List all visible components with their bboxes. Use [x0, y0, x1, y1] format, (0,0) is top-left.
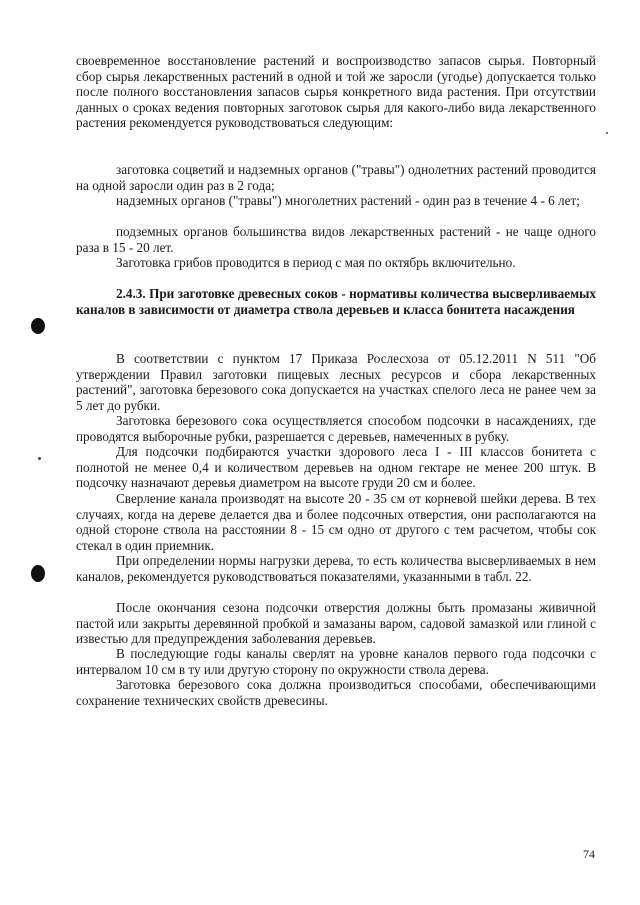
punch-hole-mark — [31, 318, 45, 334]
paragraph-underground-organs: подземных органов большинства видов лекарственных растений - не чаще одного раза в 15 - 20 лет. — [76, 224, 596, 255]
paragraph-site-selection: Для подсочки подбираются участки здорового леса I - III классов бонитета с полнотой не менее 0,4 и количеством деревьев на одном гектаре не менее 200 штук. В подсочку назначают деревья диаметром на высоте груди 20 см и более. — [76, 444, 596, 491]
paragraph-order-reference: В соответствии с пунктом 17 Приказа Рослесхоза от 05.12.2011 N 511 "Об утверждении Правил заготовки пищевых лесных ресурсов и сбора лекарственных растений", заготовка березового сока допускается на участках спелого леса не ранее чем за 5 лет до рубки. — [76, 351, 596, 413]
paragraph-preservation: Заготовка березового сока должна производиться способами, обеспечивающими сохранение технических свойств древесины. — [76, 677, 596, 708]
paragraph-annual-plants: заготовка соцветий и надземных органов ("травы") однолетних растений проводится на одной заросли один раз в 2 года; — [76, 162, 596, 193]
punch-hole-mark — [31, 565, 45, 582]
paragraph-perennial-plants: надземных органов ("травы") многолетних растений - один раз в течение 4 - 6 лет; — [116, 193, 580, 208]
scan-speck — [606, 132, 608, 134]
paragraph-load-norm: При определении нормы нагрузки дерева, то есть количества высверливаемых в нем каналов, рекомендуется руководствоваться показателями, указанными в табл. 22. — [76, 553, 596, 584]
paragraph-sealing: После окончания сезона подсочки отверстия должны быть промазаны живичной пастой или закрыты деревянной пробкой и замазаны варом, садовой замазкой или глиной с известью для предупреждения заболевания деревьев. — [76, 600, 596, 647]
paragraph-mushrooms: Заготовка грибов проводится в период с мая по октябрь включительно. — [116, 255, 516, 270]
paragraph-drilling: Сверление канала производят на высоте 20 - 35 см от корневой шейки дерева. В тех случаях, когда на дереве делается два и более подсочных отверстия, они располагаются на одной стороне ствола на расстоянии 8 - 15 см одно от другого с тем расчетом, чтобы сок стекал в один приемник. — [76, 491, 596, 553]
paragraph-following-years: В последующие годы каналы сверлят на уровне каналов первого года подсочки с интервалом 10 см в ту или другую сторону по окружности ствола дерева. — [76, 646, 596, 677]
section-heading-2-4-3: 2.4.3. При заготовке древесных соков - нормативы количества высверливаемых каналов в зависимости от диаметра ствола деревьев и класса бонитета насаждения — [76, 286, 596, 317]
paragraph-tapping-method: Заготовка березового сока осуществляется способом подсочки в насаждениях, где проводятся выборочные рубки, разрешается с деревьев, намеченных в рубку. — [76, 413, 596, 444]
page-number: 74 — [583, 847, 595, 861]
scan-speck — [38, 457, 41, 460]
paragraph-recollection-rules: своевременное восстановление растений и воспроизводство запасов сырья. Повторный сбор сырья лекарственных растений в одной и той же заросли (угодье) допускается только после полного восстановления запасов сырья конкретного вида растения. При отсутствии данных о сроках ведения повторных заготовок сырья для какого-либо вида лекарственного растения рекомендуется руководствоваться следующим: — [76, 53, 596, 131]
